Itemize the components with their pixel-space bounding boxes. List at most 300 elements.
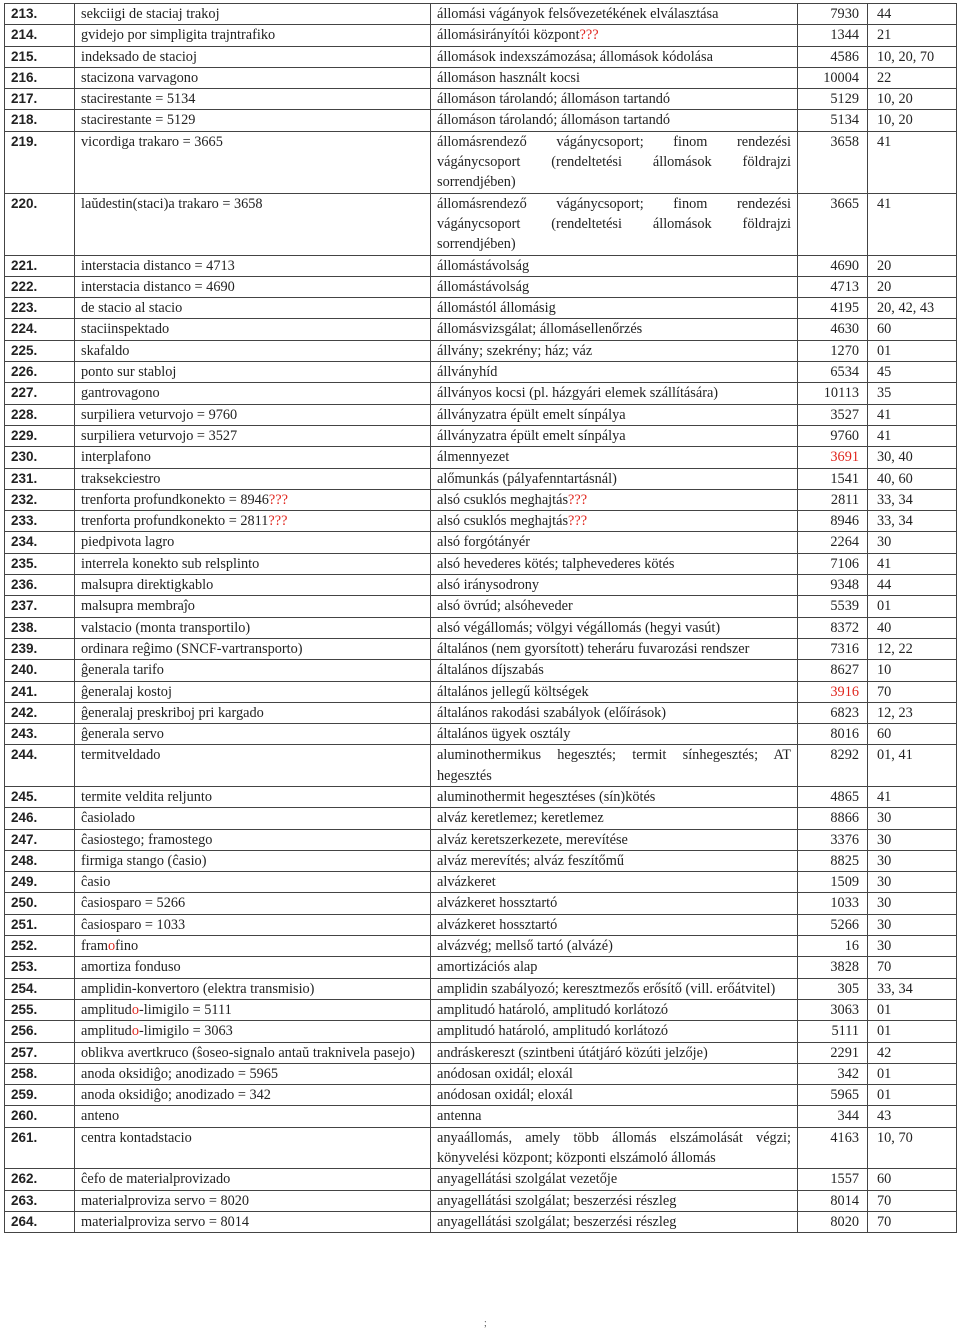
cross-reference-code-text: 3691 — [830, 449, 859, 466]
cross-reference-code — [798, 383, 868, 404]
esperanto-term — [75, 511, 431, 532]
category-codes-text: 12, 22 — [877, 640, 913, 657]
entry-number — [5, 893, 75, 914]
hungarian-term-text: állomásvizsgálat; állomásellenőrzés — [437, 321, 643, 338]
category-codes — [868, 4, 957, 25]
hungarian-term-text: általános díjszabás — [437, 662, 544, 679]
cross-reference-code-text: 4195 — [830, 300, 859, 317]
cross-reference-code — [798, 638, 868, 659]
table-row — [5, 1063, 957, 1084]
esperanto-term — [75, 1127, 431, 1169]
category-codes — [868, 193, 957, 255]
hungarian-term-text: állványzatra épült emelt sínpálya — [437, 427, 626, 444]
esperanto-term — [75, 489, 431, 510]
hungarian-term — [431, 1190, 798, 1211]
esperanto-term — [75, 660, 431, 681]
category-codes — [868, 786, 957, 807]
esperanto-term — [75, 131, 431, 193]
entry-number-text: 230. — [11, 449, 38, 465]
category-codes — [868, 1063, 957, 1084]
cross-reference-code — [798, 1190, 868, 1211]
entry-number — [5, 362, 75, 383]
esperanto-term-text: ĉasiosparo = 1033 — [81, 916, 186, 933]
category-codes — [868, 978, 957, 999]
esperanto-term — [75, 893, 431, 914]
cross-reference-code — [798, 596, 868, 617]
esperanto-term — [75, 617, 431, 638]
category-codes-text: 30 — [877, 938, 892, 955]
category-codes-text: 10, 70 — [877, 1129, 913, 1146]
cross-reference-code — [798, 999, 868, 1020]
hungarian-term-text: állomáson tárolandó; állomáson tartandó — [437, 112, 671, 129]
category-codes — [868, 638, 957, 659]
cross-reference-code-text: 5539 — [830, 598, 859, 615]
cross-reference-code — [798, 404, 868, 425]
cross-reference-code — [798, 978, 868, 999]
category-codes — [868, 319, 957, 340]
esperanto-term-text: anoda oksidiĝo; anodizado = 342 — [81, 1087, 271, 1104]
entry-number — [5, 724, 75, 745]
esperanto-term-text: ĉasio — [81, 874, 111, 891]
uncertain-mark: ??? — [268, 491, 288, 508]
entry-number — [5, 681, 75, 702]
table-row — [5, 638, 957, 659]
table-row — [5, 786, 957, 807]
esperanto-term-text: ĝenerala servo — [81, 726, 164, 743]
cross-reference-code-text: 2291 — [830, 1044, 859, 1061]
cross-reference-code — [798, 4, 868, 25]
category-codes — [868, 1021, 957, 1042]
entry-number — [5, 1106, 75, 1127]
hungarian-term-text: állomásirányítói központ — [437, 27, 580, 44]
entry-number — [5, 1085, 75, 1106]
category-codes — [868, 681, 957, 702]
entry-number — [5, 1190, 75, 1211]
hungarian-term-text: alvázkeret hossztartó — [437, 916, 558, 933]
esperanto-term — [75, 638, 431, 659]
cross-reference-code — [798, 489, 868, 510]
entry-number-text: 231. — [11, 470, 38, 486]
hungarian-term-text: anyaállomás, amely több állomás elszámolását végzi; könyvelési központ; központi elszámoló állomás — [437, 1129, 791, 1167]
hungarian-term-text: anyagellátási szolgálat; beszerzési részleg — [437, 1213, 677, 1230]
entry-number-text: 232. — [11, 491, 38, 507]
hungarian-term-text: állvány; szekrény; ház; váz — [437, 342, 593, 359]
category-codes — [868, 67, 957, 88]
category-codes — [868, 553, 957, 574]
cross-reference-code-text: 3665 — [830, 195, 859, 212]
hungarian-term — [431, 1021, 798, 1042]
table-row — [5, 914, 957, 935]
category-codes — [868, 617, 957, 638]
hungarian-term-text: antenna — [437, 1108, 482, 1125]
cross-reference-code-text: 10004 — [823, 69, 859, 86]
category-codes-text: 70 — [877, 1192, 892, 1209]
category-codes — [868, 893, 957, 914]
hungarian-term-text: alsó csuklós meghajtás — [437, 513, 569, 530]
hungarian-term-text: alsó forgótányér — [437, 534, 531, 551]
entry-number-text: 214. — [11, 27, 38, 43]
category-codes — [868, 1042, 957, 1063]
category-codes-text: 35 — [877, 385, 892, 402]
esperanto-term-text: ĉasiostego; framostego — [81, 831, 213, 848]
category-codes-text: 30, 40 — [877, 449, 913, 466]
hungarian-term-text: aluminothermit hegesztéses (sín)kötés — [437, 788, 656, 805]
cross-reference-code-text: 3658 — [830, 133, 859, 150]
cross-reference-code — [798, 660, 868, 681]
esperanto-term — [75, 724, 431, 745]
entry-number-text: 253. — [11, 959, 38, 975]
hungarian-term — [431, 25, 798, 46]
category-codes — [868, 298, 957, 319]
esperanto-term — [75, 532, 431, 553]
esperanto-term — [75, 936, 431, 957]
esperanto-term — [75, 340, 431, 361]
entry-number — [5, 745, 75, 787]
cross-reference-code — [798, 1021, 868, 1042]
entry-number-text: 219. — [11, 133, 38, 149]
table-row — [5, 660, 957, 681]
category-codes-text: 70 — [877, 1213, 892, 1230]
cross-reference-code-text: 3916 — [830, 683, 859, 700]
hungarian-term-text: anódosan oxidál; eloxál — [437, 1065, 573, 1082]
table-row — [5, 425, 957, 446]
entry-number — [5, 936, 75, 957]
cross-reference-code — [798, 553, 868, 574]
table-row — [5, 193, 957, 255]
category-codes — [868, 724, 957, 745]
hungarian-term-text: állomásrendező vágánycsoport; finom rendezési vágánycsoport (rendeltetési állomások földrajzi sorrendjében) — [437, 195, 791, 253]
category-codes — [868, 468, 957, 489]
category-codes-text: 01 — [877, 1087, 892, 1104]
table-row — [5, 617, 957, 638]
table-row — [5, 131, 957, 193]
entry-number — [5, 872, 75, 893]
uncertain-mark: ??? — [268, 513, 288, 530]
entry-number — [5, 1127, 75, 1169]
entry-number — [5, 999, 75, 1020]
entry-number — [5, 404, 75, 425]
cross-reference-code-text: 6534 — [830, 364, 859, 381]
cross-reference-code-text: 8292 — [830, 747, 859, 764]
esperanto-term — [75, 553, 431, 574]
category-codes-text: 40, 60 — [877, 470, 913, 487]
glossary-table — [4, 3, 957, 1233]
cross-reference-code — [798, 1106, 868, 1127]
esperanto-term-text: ĝeneralaj kostoj — [81, 683, 172, 700]
entry-number — [5, 957, 75, 978]
entry-number-text: 244. — [11, 747, 38, 763]
entry-number — [5, 1169, 75, 1190]
entry-number — [5, 89, 75, 110]
cross-reference-code — [798, 1063, 868, 1084]
hungarian-term — [431, 617, 798, 638]
cross-reference-code — [798, 872, 868, 893]
entry-number-text: 220. — [11, 195, 38, 211]
category-codes-text: 30 — [877, 874, 892, 891]
entry-number — [5, 255, 75, 276]
entry-number — [5, 660, 75, 681]
esperanto-term-text: surpiliera veturvojo = 9760 — [81, 406, 238, 423]
cross-reference-code-text: 1033 — [830, 895, 859, 912]
category-codes — [868, 914, 957, 935]
hungarian-term-text: alsó hevederes kötés; talphevederes kötés — [437, 555, 675, 572]
esperanto-term — [75, 67, 431, 88]
cross-reference-code-text: 1344 — [830, 27, 859, 44]
hungarian-term — [431, 702, 798, 723]
cross-reference-code — [798, 298, 868, 319]
category-codes — [868, 255, 957, 276]
category-codes-text: 30 — [877, 895, 892, 912]
table-row — [5, 1211, 957, 1232]
uncertain-mark: ??? — [568, 513, 588, 530]
cross-reference-code — [798, 786, 868, 807]
esperanto-term — [75, 319, 431, 340]
hungarian-term-text: általános ügyek osztály — [437, 726, 571, 743]
cross-reference-code-text: 7106 — [830, 555, 859, 572]
entry-number — [5, 110, 75, 131]
entry-number — [5, 383, 75, 404]
hungarian-term-text: aluminothermikus hegesztés; termit sínhegesztés; AT hegesztés — [437, 747, 791, 784]
entry-number-text: 229. — [11, 427, 38, 443]
table-row — [5, 745, 957, 787]
hungarian-term — [431, 319, 798, 340]
hungarian-term-text: alőmunkás (pályafenntartásnál) — [437, 470, 617, 487]
esperanto-term-text: laŭdestin(staci)a trakaro = 3658 — [81, 195, 263, 212]
esperanto-term-text: stacirestante = 5134 — [81, 91, 196, 108]
table-row — [5, 46, 957, 67]
hungarian-term — [431, 681, 798, 702]
esperanto-term — [75, 1106, 431, 1127]
category-codes-text: 12, 23 — [877, 704, 913, 721]
table-row — [5, 447, 957, 468]
category-codes-text: 40 — [877, 619, 892, 636]
cross-reference-code — [798, 532, 868, 553]
cross-reference-code-text: 16 — [844, 938, 859, 955]
esperanto-term — [75, 681, 431, 702]
hungarian-term — [431, 999, 798, 1020]
esperanto-term-highlight: o — [131, 1023, 139, 1040]
esperanto-term-text: sekciigi de staciaj trakoj — [81, 6, 220, 22]
table-row — [5, 1190, 957, 1211]
esperanto-term-text: oblikva avertkruco (ŝoseo-signalo antaŭ traknivela pasejo) — [81, 1044, 415, 1061]
category-codes-text: 41 — [877, 195, 892, 212]
cross-reference-code-text: 5266 — [830, 916, 859, 933]
esperanto-term-text: centra kontadstacio — [81, 1129, 192, 1146]
entry-number — [5, 4, 75, 25]
entry-number-text: 258. — [11, 1065, 38, 1081]
cross-reference-code — [798, 46, 868, 67]
entry-number — [5, 532, 75, 553]
esperanto-term-text: ordinara reĝimo (SNCF-vartransporto) — [81, 640, 303, 657]
category-codes-text: 45 — [877, 364, 892, 381]
cross-reference-code-text: 9348 — [830, 577, 859, 594]
hungarian-term — [431, 340, 798, 361]
cross-reference-code-text: 5111 — [831, 1023, 859, 1040]
cross-reference-code — [798, 340, 868, 361]
cross-reference-code-text: 8946 — [830, 513, 859, 530]
table-row — [5, 1127, 957, 1169]
hungarian-term — [431, 1063, 798, 1084]
cross-reference-code — [798, 1042, 868, 1063]
cross-reference-code-text: 4586 — [830, 48, 859, 65]
category-codes-text: 42 — [877, 1044, 892, 1061]
hungarian-term — [431, 1106, 798, 1127]
category-codes — [868, 1127, 957, 1169]
hungarian-term — [431, 893, 798, 914]
entry-number — [5, 193, 75, 255]
esperanto-term — [75, 46, 431, 67]
cross-reference-code — [798, 745, 868, 787]
category-codes-text: 10, 20, 70 — [877, 48, 935, 65]
esperanto-term-text: amortiza fonduso — [81, 959, 181, 976]
hungarian-term — [431, 1211, 798, 1232]
entry-number-text: 240. — [11, 662, 38, 678]
cross-reference-code-text: 4865 — [830, 788, 859, 805]
hungarian-term — [431, 575, 798, 596]
hungarian-term — [431, 957, 798, 978]
hungarian-term-text: alsó csuklós meghajtás — [437, 491, 569, 508]
entry-number-text: 227. — [11, 385, 38, 401]
esperanto-term-text: ĝenerala tarifo — [81, 662, 164, 679]
category-codes — [868, 702, 957, 723]
esperanto-term-text: trenforta profundkonekto = 8946 — [81, 491, 269, 508]
hungarian-term — [431, 936, 798, 957]
esperanto-term-text: surpiliera veturvojo = 3527 — [81, 427, 238, 444]
category-codes — [868, 110, 957, 131]
cross-reference-code — [798, 617, 868, 638]
category-codes — [868, 936, 957, 957]
category-codes-text: 33, 34 — [877, 491, 913, 508]
entry-number — [5, 25, 75, 46]
table-row — [5, 110, 957, 131]
category-codes-text: 10, 20 — [877, 112, 913, 129]
cross-reference-code-text: 5134 — [830, 112, 859, 129]
esperanto-term — [75, 425, 431, 446]
category-codes-text: 01 — [877, 1023, 892, 1040]
cross-reference-code — [798, 67, 868, 88]
cross-reference-code-text: 5965 — [830, 1087, 859, 1104]
page-footer-mark: ; — [484, 1318, 487, 1329]
esperanto-term-text: traksekciestro — [81, 470, 161, 487]
cross-reference-code-text: 3828 — [830, 959, 859, 976]
entry-number — [5, 319, 75, 340]
cross-reference-code — [798, 25, 868, 46]
hungarian-term-text: állványhíd — [437, 364, 498, 381]
entry-number-text: 228. — [11, 406, 38, 422]
entry-number — [5, 511, 75, 532]
cross-reference-code — [798, 276, 868, 297]
entry-number-text: 213. — [11, 6, 38, 21]
entry-number-text: 224. — [11, 321, 38, 337]
cross-reference-code — [798, 319, 868, 340]
esperanto-term — [75, 25, 431, 46]
hungarian-term-text: alvázkeret — [437, 874, 496, 891]
table-row — [5, 1021, 957, 1042]
esperanto-term-text: amplitud — [81, 1001, 132, 1018]
esperanto-term — [75, 808, 431, 829]
cross-reference-code — [798, 702, 868, 723]
cross-reference-code-text: 2811 — [830, 491, 859, 508]
entry-number-text: 242. — [11, 704, 38, 720]
cross-reference-code-text: 1557 — [830, 1171, 859, 1188]
hungarian-term — [431, 511, 798, 532]
hungarian-term-text: alsó végállomás; völgyi végállomás (hegyi vasút) — [437, 619, 721, 636]
hungarian-term-text: állomáson használt kocsi — [437, 69, 580, 86]
table-row — [5, 596, 957, 617]
category-codes-text: 41 — [877, 427, 892, 444]
table-row — [5, 1085, 957, 1106]
entry-number — [5, 425, 75, 446]
cross-reference-code-text: 8372 — [830, 619, 859, 636]
category-codes — [868, 999, 957, 1020]
table-row — [5, 276, 957, 297]
entry-number — [5, 447, 75, 468]
entry-number — [5, 786, 75, 807]
cross-reference-code-text: 8866 — [830, 810, 859, 827]
esperanto-term — [75, 575, 431, 596]
cross-reference-code — [798, 914, 868, 935]
category-codes-text: 30 — [877, 852, 892, 869]
category-codes — [868, 1190, 957, 1211]
entry-number-text: 259. — [11, 1087, 38, 1103]
esperanto-term — [75, 110, 431, 131]
entry-number-text: 216. — [11, 69, 38, 85]
cross-reference-code — [798, 1127, 868, 1169]
hungarian-term — [431, 808, 798, 829]
entry-number-text: 243. — [11, 726, 38, 742]
table-row — [5, 702, 957, 723]
esperanto-term — [75, 1021, 431, 1042]
cross-reference-code-text: 8014 — [830, 1192, 859, 1209]
entry-number-text: 237. — [11, 598, 38, 614]
hungarian-term — [431, 276, 798, 297]
category-codes-text: 33, 34 — [877, 980, 913, 997]
esperanto-term — [75, 914, 431, 935]
category-codes-text: 01 — [877, 1001, 892, 1018]
hungarian-term — [431, 489, 798, 510]
esperanto-term-text: firmiga stango (ĉasio) — [81, 852, 207, 869]
esperanto-term-text: piedpivota lagro — [81, 534, 175, 551]
cross-reference-code — [798, 957, 868, 978]
esperanto-term-text: materialproviza servo = 8020 — [81, 1192, 250, 1209]
hungarian-term — [431, 110, 798, 131]
hungarian-term-text: állványos kocsi (pl. házgyári elemek szállítására) — [437, 385, 719, 402]
hungarian-term-text: állványzatra épült emelt sínpálya — [437, 406, 626, 423]
entry-number-text: 241. — [11, 683, 38, 699]
category-codes — [868, 425, 957, 446]
cross-reference-code-text: 4713 — [830, 278, 859, 295]
hungarian-term-text: amortizációs alap — [437, 959, 538, 976]
cross-reference-code-text: 8020 — [830, 1213, 859, 1230]
esperanto-term — [75, 298, 431, 319]
esperanto-term — [75, 957, 431, 978]
esperanto-term-text: staciinspektado — [81, 321, 170, 338]
esperanto-term — [75, 404, 431, 425]
table-row — [5, 829, 957, 850]
category-codes — [868, 829, 957, 850]
category-codes-text: 44 — [877, 577, 892, 594]
table-row — [5, 298, 957, 319]
hungarian-term-text: állomások indexszámozása; állomások kódolása — [437, 48, 713, 65]
category-codes-text: 10, 20 — [877, 91, 913, 108]
entry-number-text: 262. — [11, 1171, 38, 1187]
table-row — [5, 468, 957, 489]
hungarian-term — [431, 131, 798, 193]
table-row — [5, 1042, 957, 1063]
entry-number — [5, 617, 75, 638]
esperanto-term-text: ĉefo de materialprovizado — [81, 1171, 231, 1188]
category-codes — [868, 575, 957, 596]
